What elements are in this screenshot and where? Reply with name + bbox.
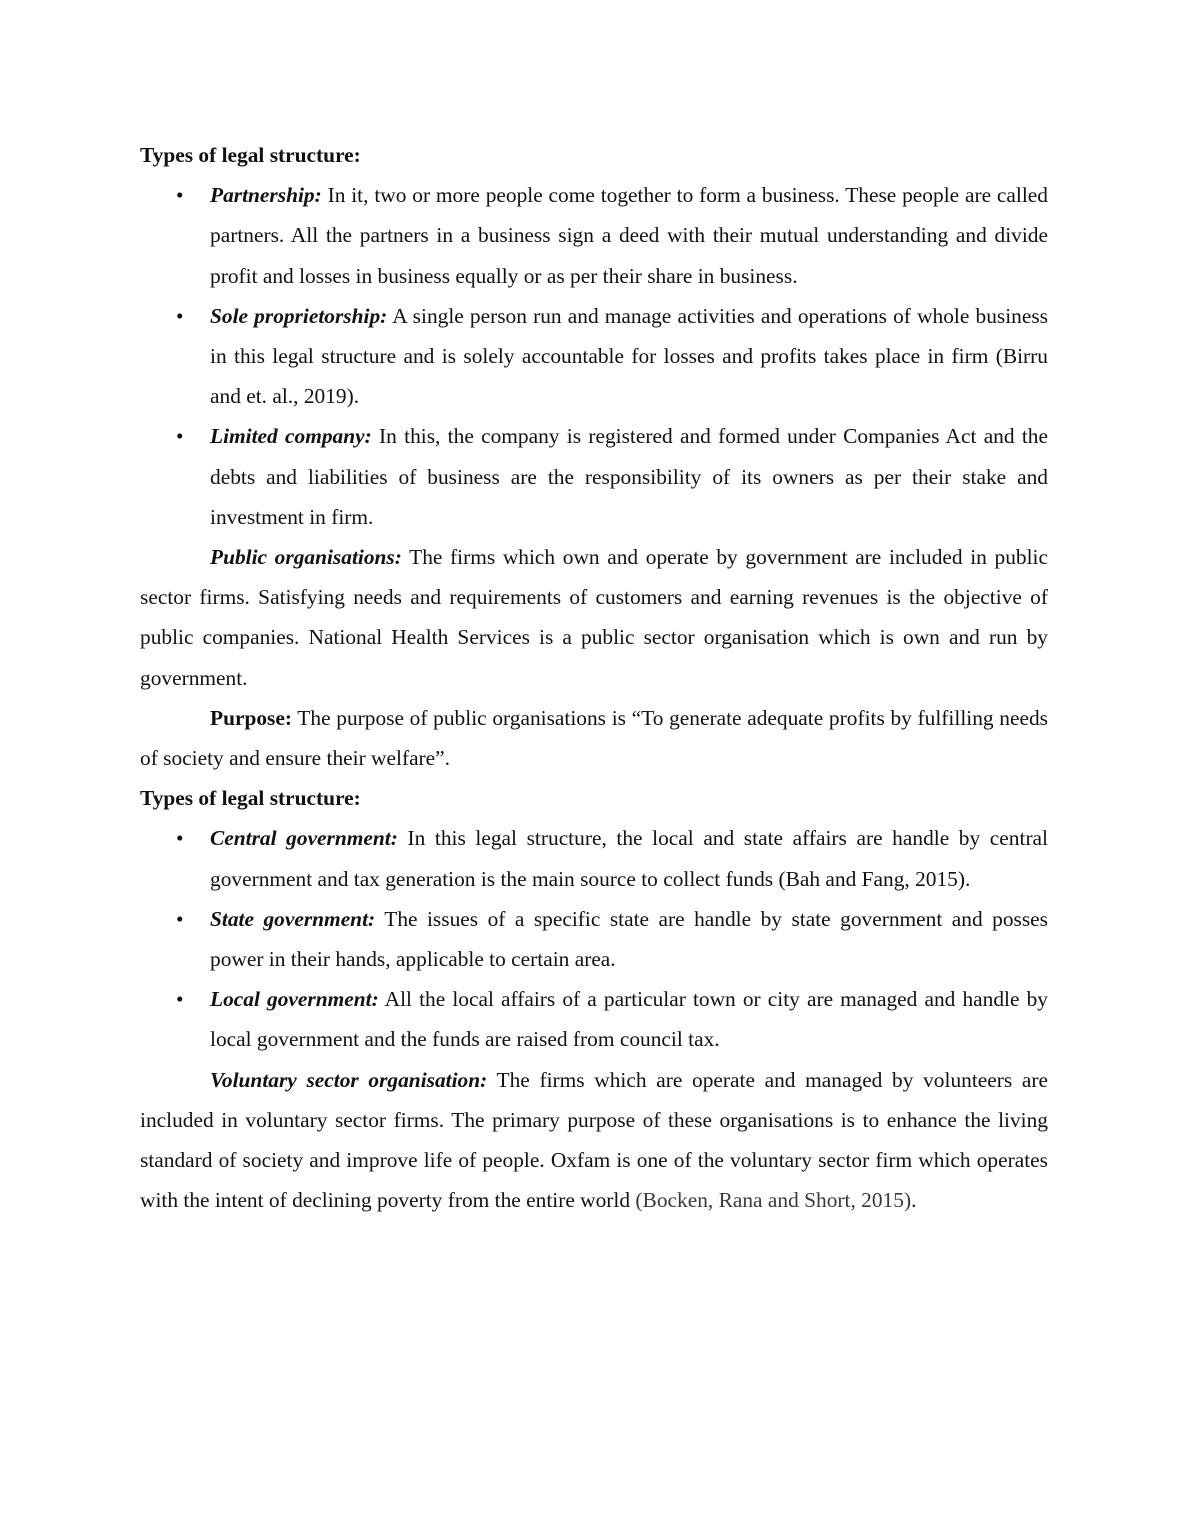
list-item [140,175,1048,296]
list-item [140,979,1048,1059]
item-term: Central government: [210,826,398,851]
item-term: Partnership: [210,183,322,208]
citation: (Bocken, Rana and Short, 2015) [635,1188,912,1213]
bullet-icon: • [176,987,184,1012]
item-term: Sole proprietorship: [210,303,388,328]
bullet-icon: • [176,906,184,931]
section-heading: Types of legal structure: [140,786,361,811]
item-text: In it, two or more people come together to form a business. These people are called partners. All the partners in a business sign a deed with their mutual understanding and divide profit and losses in business equally or as per their share in business. [210,183,1048,288]
purpose-paragraph [140,698,1048,778]
item-term: Limited company: [210,424,372,449]
paragraph-term: Purpose: [210,705,292,730]
bullet-icon: • [176,424,184,449]
item-text: All the local affairs of a particular town or city are managed and handle by local government and the funds are raised from council tax. [210,987,1049,1052]
government-structure-list [140,818,1048,1059]
item-term: State government: [210,906,376,931]
bullet-icon: • [176,303,184,328]
item-text: In this legal structure, the local and state affairs are handle by central government and tax generation is the main source to collect funds (Bah and Fang, 2015). [210,826,1048,891]
list-item [140,296,1048,417]
paragraph-term: Public organisations: [210,545,402,570]
paragraph-text: The purpose of public organisations is “To generate adequate profits by fulfilling needs of society and ensure their welfare”. [140,705,1048,771]
list-item [140,416,1048,537]
list-item [140,818,1048,898]
legal-structure-list [140,175,1048,537]
section-heading: Types of legal structure: [140,143,361,167]
voluntary-sector-paragraph [140,1060,1048,1221]
item-text: A single person run and manage activities and operations of whole business in this legal structure and is solely accountable for losses and profits takes place in firm (Birru and et. al., 2019). [210,303,1048,409]
paragraph-end: . [911,1188,917,1213]
paragraph-text: The firms which are operate and managed by volunteers are included in voluntary sector firms. The primary purpose of these organisations is to enhance the living standard of society and improve life of people. Oxfam is one of the voluntary sector firm which operates with the intent of declining poverty from the entire world [140,1067,1048,1213]
list-item [140,899,1048,979]
paragraph-text: The firms which own and operate by government are included in public sector firms. Satisfying needs and requirements of customers and earning revenues is the objective of public companies. National Health Services is a public sector organisation which is own and run by government. [140,545,1048,690]
item-text: The issues of a specific state are handle by state government and posses power in their hands, applicable to certain area. [210,906,1049,972]
public-organisations-paragraph [140,537,1048,698]
bullet-icon: • [176,183,184,208]
paragraph-term: Voluntary sector organisation: [210,1067,488,1092]
item-term: Local government: [210,987,379,1012]
bullet-icon: • [176,826,184,851]
item-text: In this, the company is registered and formed under Companies Act and the debts and liabilities of business are the responsibility of its owners as per their stake and investment in firm. [210,424,1048,529]
document-page [140,135,1048,1220]
